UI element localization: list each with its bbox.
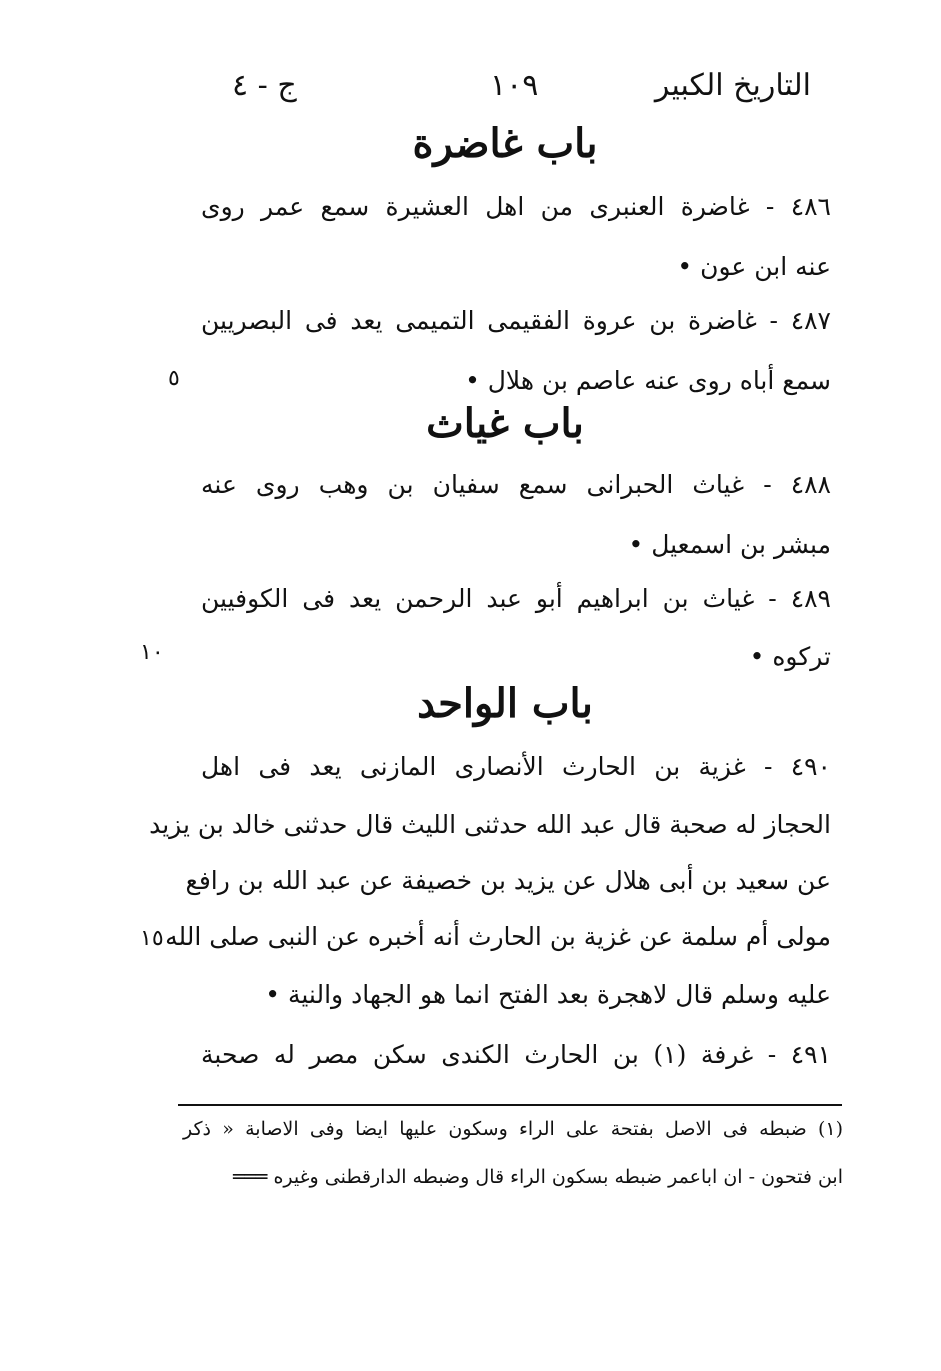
entry-487-line-1: ٤٨٧ - غاضرة بن عروة الفقيمى التميمى يعد فى البصريين: [201, 306, 831, 335]
footnote-line-2: ابن فتحون - ان اباعمر ضبطه بسكون الراء قال وضبطه الدارقطنى وغيره ═══: [233, 1166, 843, 1188]
section-heading-wahid: باب الواحد: [417, 680, 593, 727]
margin-line-number: ١٥: [140, 926, 164, 951]
entry-488-line-2: مبشر بن اسمعيل •: [628, 530, 831, 559]
section-heading-ghiyath: باب غياث: [426, 400, 584, 447]
entry-490-line-4: مولى أم سلمة عن غزية بن الحارث أنه أخبره عن النبى صلى الله: [165, 922, 831, 951]
footnote-rule: [178, 1104, 842, 1106]
entry-489-line-1: ٤٨٩ - غياث بن ابراهيم أبو عبد الرحمن يعد فى الكوفيين: [201, 584, 831, 613]
entry-488-line-1: ٤٨٨ - غياث الحبرانى سمع سفيان بن وهب روى عنه: [201, 470, 831, 499]
footnote-line-1: (١) ضبطه فى الاصل بفتحة على الراء وسكون عليها ايضا وفى الاصابة « ذكر: [183, 1118, 843, 1140]
entry-487-line-2: سمع أباه روى عنه عاصم بن هلال •: [465, 366, 831, 395]
book-title: التاريخ الكبير: [654, 68, 811, 103]
entry-490-line-1: ٤٩٠ - غزية بن الحارث الأنصارى المازنى يعد فى اهل: [201, 752, 831, 781]
volume-label: ج - ٤: [232, 68, 297, 103]
page-number: ١٠٩: [490, 68, 539, 103]
entry-490-line-5: عليه وسلم قال لاهجرة بعد الفتح انما هو الجهاد والنية •: [265, 980, 831, 1009]
section-heading-ghadira: باب غاضرة: [412, 120, 598, 167]
entry-491-line-1: ٤٩١ - غرفة (١) بن الحارث الكندى سكن مصر له صحبة: [201, 1040, 832, 1069]
margin-line-number: ٥: [168, 366, 180, 391]
entry-490-line-2: الحجاز له صحبة قال عبد الله حدثنى الليث قال حدثنى خالد بن يزيد: [149, 810, 831, 839]
entry-489-line-2: تركوه •: [749, 642, 831, 671]
entry-490-line-3: عن سعيد بن أبى هلال عن يزيد بن خصيفة عن عبد الله بن رافع: [185, 866, 831, 895]
entry-486-line-2: عنه ابن عون •: [677, 252, 831, 281]
entry-486-line-1: ٤٨٦ - غاضرة العنبرى من اهل العشيرة سمع عمر روى: [201, 192, 831, 221]
margin-line-number: ١٠: [140, 640, 164, 665]
